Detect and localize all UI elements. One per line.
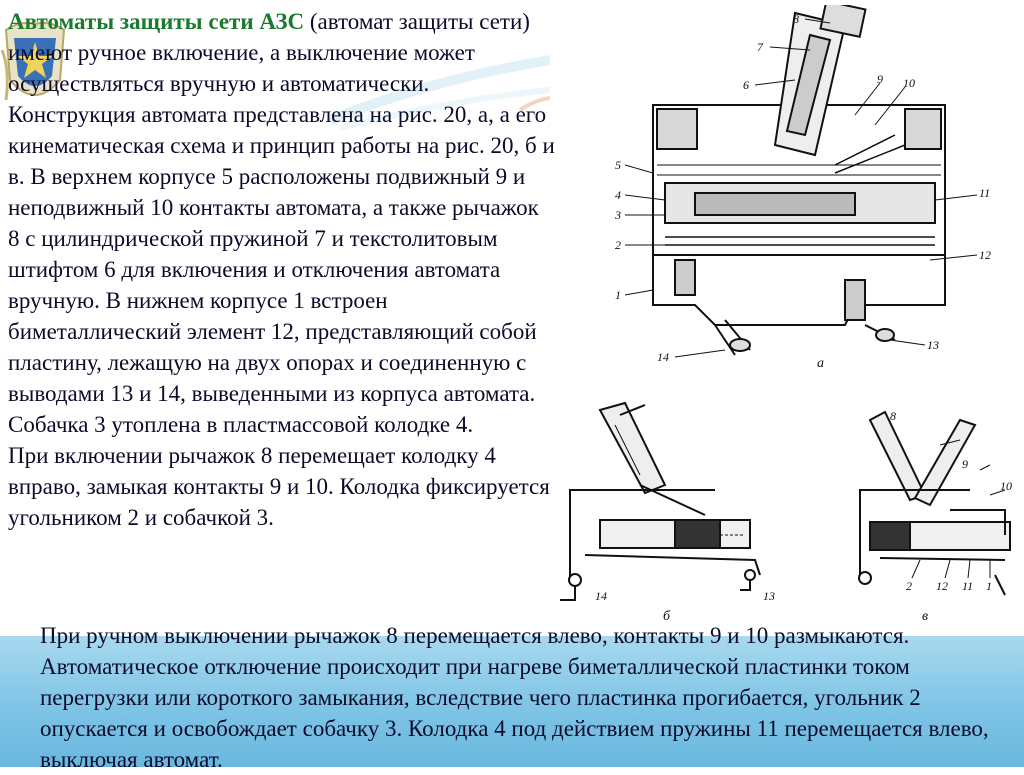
label-a-12: 12 bbox=[979, 248, 991, 262]
label-a-13: 13 bbox=[927, 338, 939, 352]
label-a-7: 7 bbox=[757, 40, 763, 54]
label-c-12: 12 bbox=[936, 579, 948, 593]
paragraph-switch-off: При ручном выключении рычажок 8 перемещается влево, контакты 9 и 10 размыкаются. Автоматическое отключение происходит при нагреве биметаллической пластинки током перегрузки или короткого замыкания, вследствие чего пластинка прогибается, угольник 2 опускается и освобождает собачку 3. Колодка 4 под действием пружины 11 перемещается влево, выключая автомат. bbox=[40, 623, 989, 772]
label-a-2: 2 bbox=[615, 238, 621, 252]
label-a-8: 8 bbox=[793, 12, 799, 26]
label-a-14: 14 bbox=[657, 350, 669, 364]
label-c-11: 11 bbox=[962, 579, 974, 593]
label-c-10: 10 bbox=[1000, 479, 1012, 493]
label-b-13: 13 bbox=[763, 589, 775, 603]
label-a-9: 9 bbox=[877, 72, 883, 86]
paragraph-switch-on: При включении рычажок 8 перемещает колодку 4 вправо, замыкая контакты 9 и 10. Колодка фиксируется угольником 2 и собачкой 3. bbox=[8, 443, 550, 530]
label-c-2: 2 bbox=[906, 579, 912, 593]
bottom-text-block bbox=[8, 620, 1018, 775]
paragraph-construction: Конструкция автомата представлена на рис. 20, а, а его кинематическая схема и принцип работы на рис. 20, б и в. В верхнем корпусе 5 расположены подвижный 9 и неподвижный 10 контакты автомата, а также рычажок 8 с цилиндрической пружиной 7 и текстолитовым штифтом 6 для включения и отключения автомата вручную. В нижнем корпусе 1 встроен биметаллический элемент 12, представляющий собой пластину, лежащую на двух опорах и соединенную с выводами 13 и 14, выведенными из корпуса автомата. Собачка 3 утоплена в пластмассовой колодке 4. bbox=[8, 102, 555, 437]
main-text-column bbox=[8, 6, 556, 533]
caption-c: в bbox=[922, 609, 929, 624]
label-b-14: 14 bbox=[595, 589, 607, 603]
figure-c-scheme bbox=[840, 400, 1024, 630]
label-c-1: 1 bbox=[986, 579, 992, 593]
label-a-1: 1 bbox=[615, 288, 621, 302]
caption-a: а bbox=[817, 356, 824, 371]
label-a-11: 11 bbox=[979, 186, 991, 200]
heading-azs: Автоматы защиты сети АЗС bbox=[8, 9, 305, 34]
label-a-5: 5 bbox=[615, 158, 621, 172]
label-a-6: 6 bbox=[743, 78, 749, 92]
label-c-8: 8 bbox=[890, 409, 896, 423]
caption-b: б bbox=[663, 609, 671, 624]
label-c-9: 9 bbox=[962, 457, 968, 471]
paragraph-intro bbox=[8, 6, 556, 99]
label-a-4: 4 bbox=[615, 188, 621, 202]
paragraph-intro-text: (автомат защиты сети) имеют ручное включение, а выключение может осуществляться вручную и автоматически. bbox=[8, 9, 530, 96]
label-a-10: 10 bbox=[903, 76, 915, 90]
label-a-3: 3 bbox=[615, 208, 621, 222]
figure-b-scheme bbox=[545, 395, 795, 630]
figure-a-cross-section bbox=[605, 5, 1015, 375]
